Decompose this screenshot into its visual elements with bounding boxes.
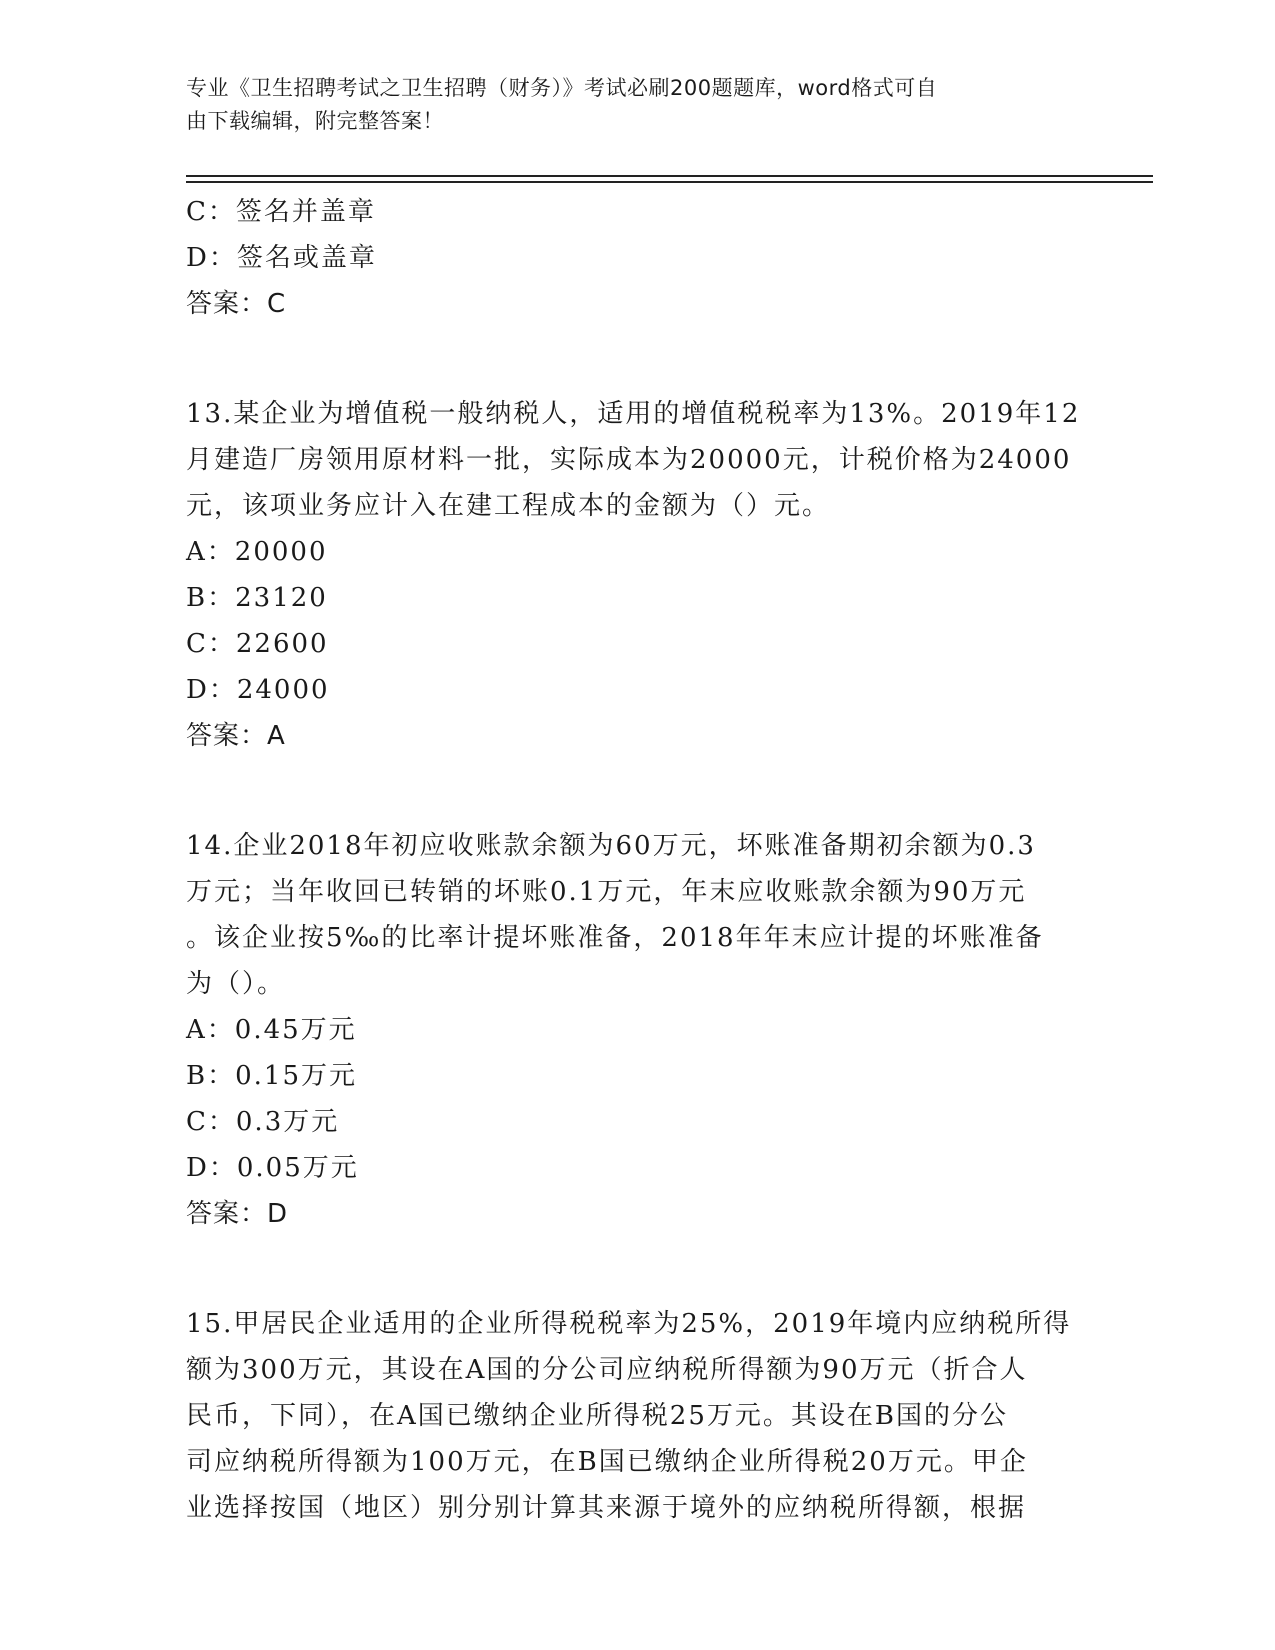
- option-d: D：0.05万元: [186, 1153, 359, 1183]
- question-14: [186, 823, 1086, 1237]
- option-b: B：23120: [186, 583, 328, 613]
- option-d: D：签名或盖章: [186, 243, 377, 273]
- question-stem-line: 月建造厂房领用原材料一批，实际成本为20000元，计税价格为24000: [186, 445, 1072, 475]
- document-body: [186, 189, 1086, 1531]
- option-c: C：签名并盖章: [186, 197, 376, 227]
- option-a: A：20000: [186, 537, 328, 567]
- question-stem-line: 。该企业按5‰的比率计提坏账准备，2018年年末应计提的坏账准备: [186, 923, 1044, 953]
- answer-line: 答案：C: [186, 289, 287, 319]
- question-stem-line: 万元；当年收回已转销的坏账0.1万元，年末应收账款余额为90万元: [186, 877, 1027, 907]
- answer-line: 答案：D: [186, 1199, 289, 1229]
- option-b: B：0.15万元: [186, 1061, 357, 1091]
- option-d: D：24000: [186, 675, 330, 705]
- page-header: [186, 72, 1086, 138]
- header-line-2: 由下载编辑，附完整答案！: [186, 109, 444, 133]
- question-12-tail: [186, 189, 1086, 327]
- question-stem-line: 13.某企业为增值税一般纳税人，适用的增值税税率为13%。2019年12: [186, 399, 1081, 429]
- option-a: A：0.45万元: [186, 1015, 357, 1045]
- question-stem-line: 14.企业2018年初应收账款余额为60万元，坏账准备期初余额为0.3: [186, 831, 1036, 861]
- question-stem-line: 业选择按国（地区）别分别计算其来源于境外的应纳税所得额，根据: [186, 1493, 1027, 1523]
- header-rule-bottom: [186, 181, 1153, 183]
- answer-line: 答案：A: [186, 721, 286, 751]
- question-13: [186, 391, 1086, 759]
- question-stem-line: 额为300万元，其设在A国的分公司应纳税所得额为90万元（折合人: [186, 1355, 1028, 1385]
- question-15: [186, 1301, 1086, 1531]
- question-stem-line: 民币，下同），在A国已缴纳企业所得税25万元。其设在B国的分公: [186, 1401, 1008, 1431]
- header-line-1: 专业《卫生招聘考试之卫生招聘（财务）》考试必刷200题题库，word格式可自: [186, 76, 938, 100]
- header-rule-top: [186, 175, 1153, 177]
- question-stem-line: 为（）。: [186, 969, 286, 999]
- question-stem-line: 15.甲居民企业适用的企业所得税税率为25%，2019年境内应纳税所得: [186, 1309, 1072, 1339]
- question-stem-line: 司应纳税所得额为100万元，在B国已缴纳企业所得税20万元。甲企: [186, 1447, 1028, 1477]
- option-c: C：0.3万元: [186, 1107, 340, 1137]
- question-stem-line: 元，该项业务应计入在建工程成本的金额为（）元。: [186, 491, 831, 521]
- option-c: C：22600: [186, 629, 329, 659]
